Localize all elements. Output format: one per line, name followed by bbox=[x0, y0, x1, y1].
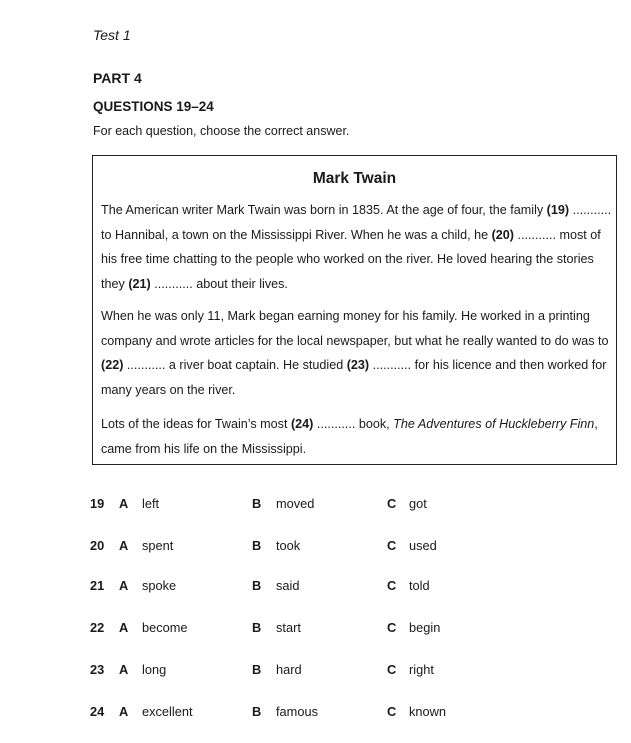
question-number: 23 bbox=[90, 662, 105, 677]
question-number: 22 bbox=[90, 620, 105, 635]
option-letter-c: C bbox=[387, 620, 397, 635]
passage-paragraph-2 bbox=[101, 304, 616, 402]
p2-text-2: a river boat captain. He studied bbox=[165, 358, 347, 372]
option-20-c[interactable]: used bbox=[409, 538, 437, 553]
question-22-options bbox=[0, 620, 631, 640]
option-23-b[interactable]: hard bbox=[276, 662, 302, 677]
option-letter-b: B bbox=[252, 496, 262, 511]
option-letter-b: B bbox=[252, 578, 262, 593]
option-24-b[interactable]: famous bbox=[276, 704, 318, 719]
p2-text-3: for his licence and then worked for many years on the river. bbox=[101, 358, 607, 397]
option-24-a[interactable]: excellent bbox=[142, 704, 193, 719]
option-letter-a: A bbox=[119, 578, 129, 593]
question-24-options bbox=[0, 704, 631, 724]
passage-paragraph-3 bbox=[101, 412, 616, 461]
option-letter-a: A bbox=[119, 662, 129, 677]
option-letter-b: B bbox=[252, 620, 262, 635]
p1-text-3: most of his free time chatting to the people who worked on the river. He loved hearing the stories they bbox=[101, 227, 601, 291]
question-number: 20 bbox=[90, 538, 105, 553]
gap-24-number: (24) bbox=[290, 417, 314, 431]
option-24-c[interactable]: known bbox=[409, 704, 446, 719]
option-letter-a: A bbox=[119, 538, 129, 553]
option-letter-c: C bbox=[387, 662, 397, 677]
gap-23-number: (23) bbox=[346, 358, 370, 372]
option-letter-c: C bbox=[387, 578, 397, 593]
gap-24-dots: ........... bbox=[313, 417, 356, 431]
option-20-a[interactable]: spent bbox=[142, 538, 174, 553]
option-letter-a: A bbox=[119, 620, 129, 635]
gap-22-dots: ........... bbox=[123, 358, 166, 372]
p3-text-3: , came from his life on the Mississippi. bbox=[101, 417, 598, 456]
gap-19-dots: ........... bbox=[569, 203, 612, 217]
instruction-text: For each question, choose the correct answer. bbox=[93, 124, 350, 138]
p1-text-4: about their lives. bbox=[192, 276, 288, 291]
p3-text-2: book, bbox=[355, 417, 394, 431]
option-22-b[interactable]: start bbox=[276, 620, 301, 635]
p3-text-1: Lots of the ideas for Twain’s most bbox=[101, 417, 291, 431]
option-letter-a: A bbox=[119, 704, 129, 719]
question-number: 24 bbox=[90, 704, 105, 719]
option-letter-b: B bbox=[252, 662, 262, 677]
option-23-a[interactable]: long bbox=[142, 662, 167, 677]
option-22-a[interactable]: become bbox=[142, 620, 188, 635]
gap-19-number: (19) bbox=[546, 203, 570, 217]
question-number: 19 bbox=[90, 496, 105, 511]
p1-text-2: to Hannibal, a town on the Mississippi River. When he was a child, he bbox=[101, 227, 492, 242]
option-21-b[interactable]: said bbox=[276, 578, 300, 593]
question-20-options bbox=[0, 538, 631, 558]
gap-20-dots: ........... bbox=[514, 227, 557, 242]
option-21-c[interactable]: told bbox=[409, 578, 430, 593]
p1-text-1: The American writer Mark Twain was born in 1835. At the age of four, the family bbox=[101, 203, 547, 217]
option-23-c[interactable]: right bbox=[409, 662, 434, 677]
option-22-c[interactable]: begin bbox=[409, 620, 441, 635]
passage-title: Mark Twain bbox=[312, 170, 397, 187]
option-20-b[interactable]: took bbox=[276, 538, 301, 553]
option-21-a[interactable]: spoke bbox=[142, 578, 177, 593]
question-number: 21 bbox=[90, 578, 105, 593]
questions-title: QUESTIONS 19–24 bbox=[93, 99, 214, 114]
option-letter-c: C bbox=[387, 496, 397, 511]
book-title: The Adventures of Huckleberry Finn bbox=[393, 417, 595, 431]
option-letter-b: B bbox=[252, 704, 262, 719]
gap-23-dots: ........... bbox=[369, 358, 412, 372]
option-letter-c: C bbox=[387, 538, 397, 553]
option-letter-a: A bbox=[119, 496, 129, 511]
option-19-c[interactable]: got bbox=[409, 496, 427, 511]
test-label: Test 1 bbox=[93, 27, 131, 43]
option-19-b[interactable]: moved bbox=[276, 496, 315, 511]
gap-20-number: (20) bbox=[491, 227, 515, 242]
question-19-options bbox=[0, 496, 631, 516]
passage-box bbox=[92, 155, 617, 465]
gap-21-dots: ........... bbox=[150, 276, 193, 291]
gap-21-number: (21) bbox=[128, 276, 151, 291]
part-title: PART 4 bbox=[93, 70, 142, 86]
option-letter-b: B bbox=[252, 538, 262, 553]
question-23-options bbox=[0, 662, 631, 682]
question-21-options bbox=[0, 578, 631, 598]
passage-paragraph-1 bbox=[101, 198, 616, 296]
gap-22-number: (22) bbox=[101, 358, 124, 372]
p2-text-1: When he was only 11, Mark began earning money for his family. He worked in a printing company and wrote articles for the local newspaper, but what he really wanted to do was to bbox=[101, 309, 609, 348]
option-letter-c: C bbox=[387, 704, 397, 719]
option-19-a[interactable]: left bbox=[142, 496, 160, 511]
